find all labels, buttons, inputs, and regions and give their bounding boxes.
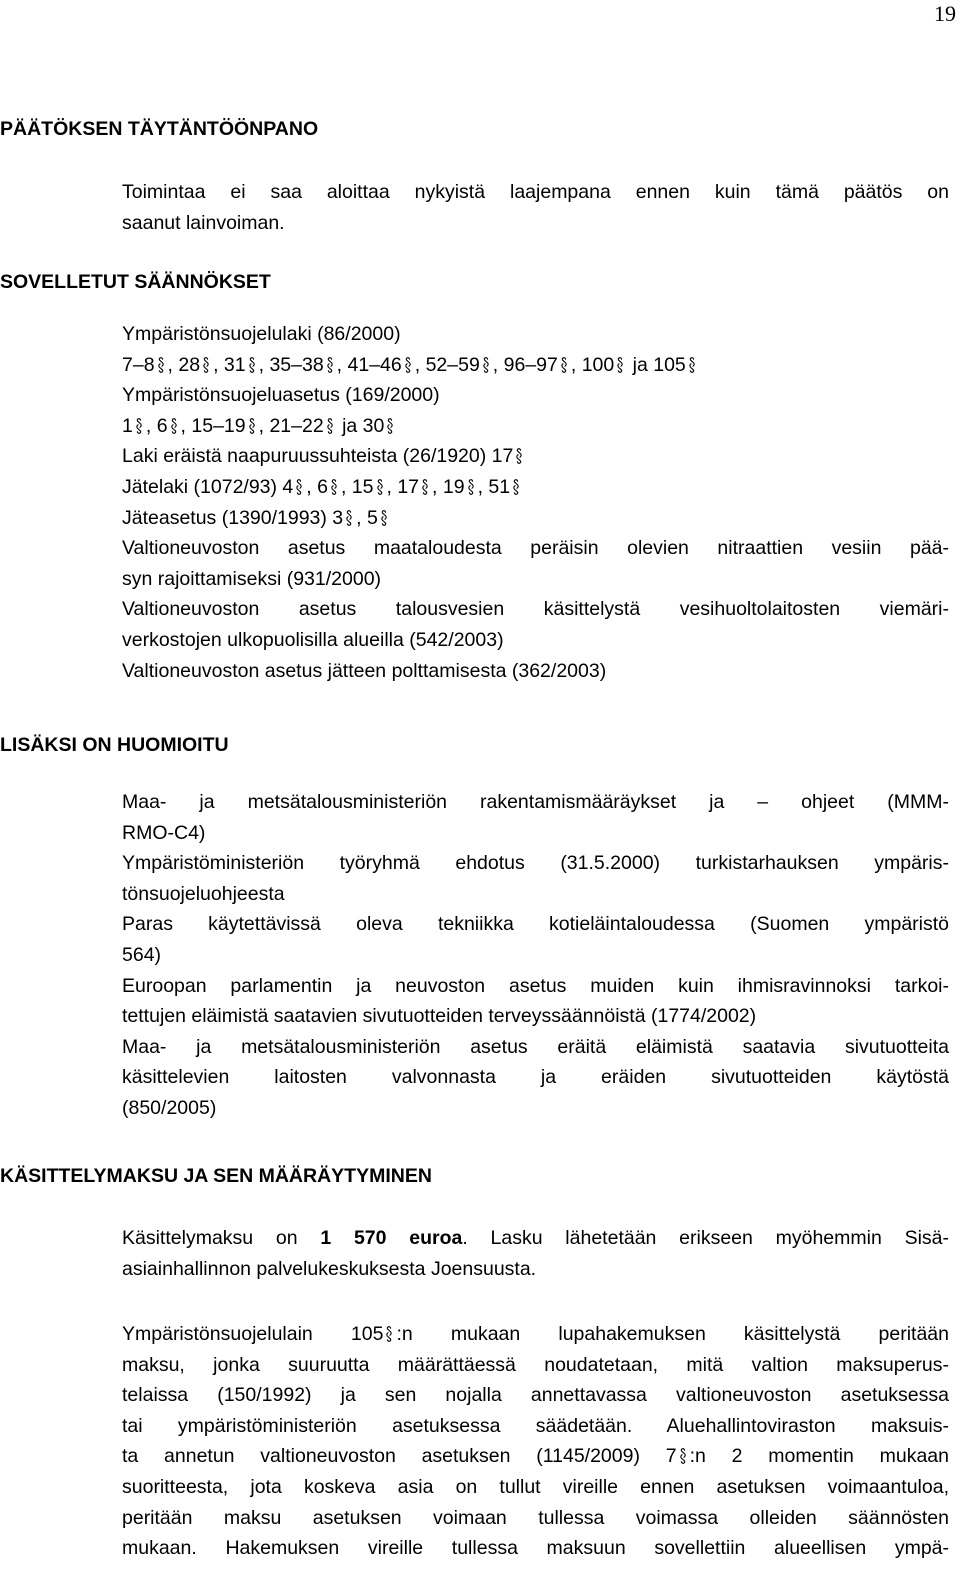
rule-line: syn rajoittamiseksi (931/2000) bbox=[122, 567, 382, 590]
section-sign-icon bbox=[386, 1326, 392, 1342]
section-sign-icon bbox=[422, 479, 428, 495]
section-sign-icon bbox=[346, 510, 352, 526]
rule-line: Ympäristönsuojelulaki (86/2000) bbox=[122, 323, 401, 345]
text-line: tettujen eläimistä saatavien sivutuotteiden terveyssäännöistä (1774/2002) bbox=[122, 1005, 757, 1028]
section-sign-icon bbox=[296, 479, 302, 495]
text-line: suoritteesta, jota koskeva asia on tullut vireille ennen asetuksen voimaantuloa, bbox=[122, 1475, 949, 1498]
section-sign-icon bbox=[516, 448, 522, 464]
fee-paragraph bbox=[122, 1223, 949, 1284]
rule-line-sections: Jätelaki (1072/93) 4 , 6 , 15 , 17 , 19 , 51 bbox=[122, 472, 949, 503]
section-sign-icon bbox=[680, 1448, 686, 1464]
fee-basis-paragraph bbox=[122, 1319, 949, 1564]
section-sign-icon bbox=[203, 357, 209, 373]
text-line: käsittelevien laitosten valvonnasta ja eräiden sivutuotteiden käytöstä bbox=[122, 1066, 949, 1089]
text-line: Käsittelymaksu on 1 570 euroa. Lasku lähetetään erikseen myöhemmin Sisä- bbox=[122, 1227, 949, 1249]
heading-applied-rules: SOVELLETUT SÄÄNNÖKSET bbox=[0, 271, 271, 293]
section-sign-icon bbox=[249, 418, 255, 434]
text-line: RMO-C4) bbox=[122, 821, 206, 844]
enforcement-paragraph bbox=[122, 177, 949, 238]
text-line: Maa- ja metsätalousministeriön rakentamismääräykset ja – ohjeet (MMM- bbox=[122, 791, 949, 813]
text-line: tönsuojeluohjeesta bbox=[122, 882, 285, 905]
text-line: asiainhallinnon palvelukeskuksesta Joensuusta. bbox=[122, 1257, 537, 1280]
section-sign-icon bbox=[561, 357, 567, 373]
text-line: (850/2005) bbox=[122, 1096, 217, 1119]
text-line: saanut lainvoiman. bbox=[122, 211, 285, 234]
rule-line: Ympäristönsuojeluasetus (169/2000) bbox=[122, 384, 440, 407]
section-sign-icon bbox=[381, 510, 387, 526]
applied-rules-list bbox=[122, 319, 949, 686]
section-sign-icon bbox=[483, 357, 489, 373]
text-line: Maa- ja metsätalousministeriön asetus eräitä eläimistä saatavia sivutuotteita bbox=[122, 1035, 949, 1058]
rule-line: verkostojen ulkopuolisilla alueilla (542/2003) bbox=[122, 628, 504, 651]
text-line: ta annetun valtioneuvoston asetuksen (1145/2009) 7 :n 2 momentin mukaan bbox=[122, 1445, 949, 1468]
also-considered-list bbox=[122, 787, 949, 1124]
section-sign-icon bbox=[327, 418, 333, 434]
text-line: tai ympäristöministeriön asetuksessa säädetään. Aluehallintoviraston maksuis- bbox=[122, 1414, 949, 1437]
heading-enforcement: PÄÄTÖKSEN TÄYTÄNTÖÖNPANO bbox=[0, 118, 319, 140]
text-line: Euroopan parlamentin ja neuvoston asetus muiden kuin ihmisravinnoksi tarkoi- bbox=[122, 974, 949, 997]
fee-amount: 1 570 euroa bbox=[320, 1227, 463, 1249]
section-sign-icon bbox=[468, 479, 474, 495]
section-sign-icon bbox=[513, 479, 519, 495]
text-line: Ympäristöministeriön työryhmä ehdotus (31.5.2000) turkistarhauksen ympäris- bbox=[122, 852, 949, 875]
section-sign-icon bbox=[377, 479, 383, 495]
text-line: maksu, jonka suuruutta määrättäessä noudatetaan, mitä valtion maksuperus- bbox=[122, 1353, 949, 1376]
section-sign-icon bbox=[689, 357, 695, 373]
section-sign-icon bbox=[158, 357, 164, 373]
section-sign-icon bbox=[249, 357, 255, 373]
rule-line-sections: 7–8 , 28 , 31 , 35–38 , 41–46 , 52–59 , 96–97 , 100 ja 105 bbox=[122, 350, 949, 381]
text-line: Ympäristönsuojelulain 105 :n mukaan lupahakemuksen käsittelystä peritään bbox=[122, 1323, 949, 1345]
section-sign-icon bbox=[387, 418, 393, 434]
rule-line: Valtioneuvoston asetus maataloudesta peräisin olevien nitraattien vesiin pää- bbox=[122, 537, 949, 560]
section-sign-icon bbox=[327, 357, 333, 373]
text-line: 564) bbox=[122, 943, 162, 966]
section-sign-icon bbox=[617, 357, 623, 373]
rule-line: Valtioneuvoston asetus jätteen polttamisesta (362/2003) bbox=[122, 659, 607, 682]
section-sign-icon bbox=[331, 479, 337, 495]
text-line: mukaan. Hakemuksen vireille tullessa maksuun sovellettiin alueellisen ympä- bbox=[122, 1537, 949, 1560]
section-sign-icon bbox=[405, 357, 411, 373]
text-line: Paras käytettävissä oleva tekniikka kotieläintaloudessa (Suomen ympäristö bbox=[122, 913, 949, 936]
heading-fee: KÄSITTELYMAKSU JA SEN MÄÄRÄYTYMINEN bbox=[0, 1165, 432, 1187]
heading-also-considered: LISÄKSI ON HUOMIOITU bbox=[0, 734, 229, 756]
text-line: Toimintaa ei saa aloittaa nykyistä laajempana ennen kuin tämä päätös on bbox=[122, 181, 949, 203]
section-sign-icon bbox=[171, 418, 177, 434]
page-number: 19 bbox=[934, 1, 956, 26]
rule-line-sections: Jäteasetus (1390/1993) 3 , 5 bbox=[122, 503, 949, 534]
rule-line-sections: Laki eräistä naapuruussuhteista (26/1920) 17 bbox=[122, 441, 949, 472]
rule-line: Valtioneuvoston asetus talousvesien käsittelystä vesihuoltolaitosten viemäri- bbox=[122, 598, 949, 621]
section-sign-icon bbox=[136, 418, 142, 434]
text-line: peritään maksu asetuksen voimaan tullessa voimassa olleiden säännösten bbox=[122, 1506, 949, 1529]
rule-line-sections: 1 , 6 , 15–19 , 21–22 ja 30 bbox=[122, 411, 949, 442]
text-line: telaissa (150/1992) ja sen nojalla annettavassa valtioneuvoston asetuksessa bbox=[122, 1384, 949, 1407]
